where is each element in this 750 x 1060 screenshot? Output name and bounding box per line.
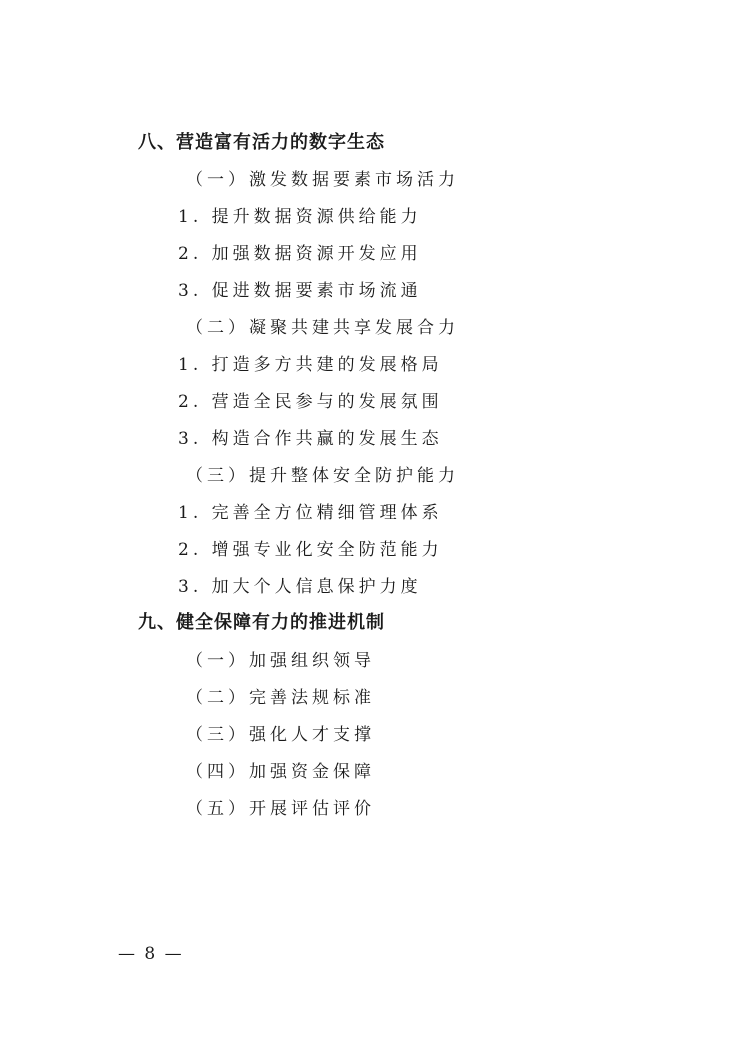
section-9-heading: 九、健全保障有力的推进机制 [138, 612, 385, 633]
section-8-sub-3-item-3: 3. 加大个人信息保护力度 [178, 577, 422, 597]
section-9-sub-4: （四）加强资金保障 [186, 762, 375, 782]
section-9-sub-3: （三）强化人才支撑 [186, 725, 375, 745]
section-8-sub-3: （三）提升整体安全防护能力 [186, 466, 459, 486]
section-8-sub-3-item-2: 2. 增强专业化安全防范能力 [178, 540, 443, 560]
section-9-sub-5: （五）开展评估评价 [186, 799, 375, 819]
section-8-sub-2-item-2: 2. 营造全民参与的发展氛围 [178, 392, 443, 412]
section-8-sub-2: （二）凝聚共建共享发展合力 [186, 318, 459, 338]
section-8-sub-2-item-3: 3. 构造合作共赢的发展生态 [178, 429, 443, 449]
section-8-sub-3-item-1: 1. 完善全方位精细管理体系 [178, 503, 443, 523]
section-8-heading: 八、营造富有活力的数字生态 [138, 132, 385, 153]
section-8-sub-2-item-1: 1. 打造多方共建的发展格局 [178, 355, 443, 375]
section-9-sub-1: （一）加强组织领导 [186, 651, 375, 671]
section-9-sub-2: （二）完善法规标准 [186, 688, 375, 708]
page-number: — 8 — [118, 944, 184, 964]
section-8-sub-1-item-1: 1. 提升数据资源供给能力 [178, 207, 422, 227]
section-8-sub-1: （一）激发数据要素市场活力 [186, 170, 459, 190]
section-8-sub-1-item-3: 3. 促进数据要素市场流通 [178, 281, 422, 301]
section-8-sub-1-item-2: 2. 加强数据资源开发应用 [178, 244, 422, 264]
